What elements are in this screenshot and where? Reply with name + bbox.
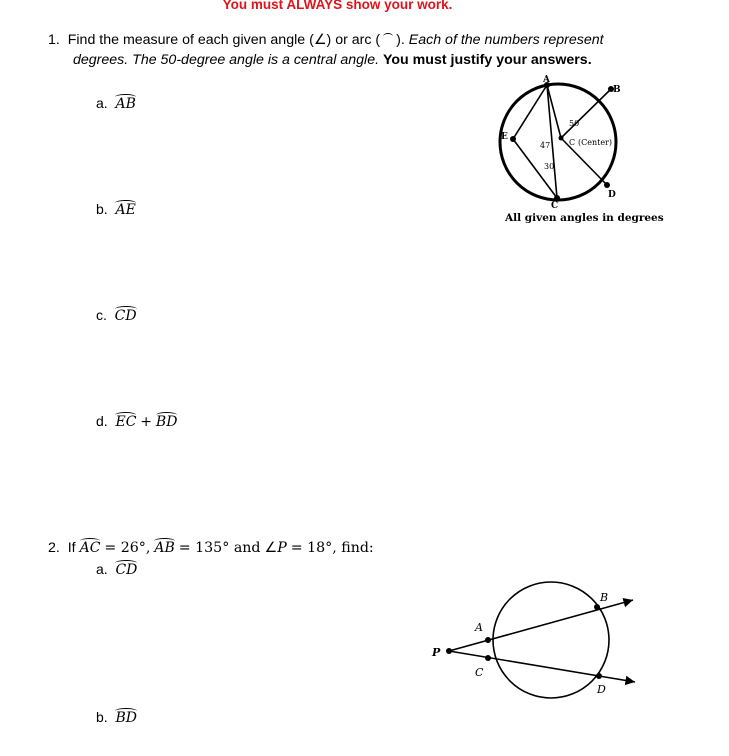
question-1-line2-bold: You must justify your answers. bbox=[382, 52, 592, 68]
question-2-number: 2. bbox=[48, 540, 60, 556]
center-point bbox=[559, 136, 564, 141]
question-1-line-2 bbox=[73, 50, 592, 70]
equation-2: = 135° and bbox=[178, 540, 261, 556]
part-label: a. bbox=[96, 95, 108, 111]
label-c: C bbox=[475, 666, 484, 679]
circle-figure-2 bbox=[425, 570, 650, 710]
question-1-number: 1. bbox=[48, 32, 60, 48]
question-1-text-c: ). bbox=[396, 32, 405, 48]
q1-part-b bbox=[96, 201, 136, 217]
point-a bbox=[485, 637, 491, 643]
plus-operator: + bbox=[140, 414, 153, 430]
arc-name: CD bbox=[115, 562, 138, 578]
q1-part-a bbox=[96, 95, 136, 111]
question-1-text-b: ) or arc ( bbox=[326, 32, 381, 48]
part-label: d. bbox=[96, 413, 108, 429]
label-a: A bbox=[543, 75, 550, 85]
angle-symbol: ∠ bbox=[264, 540, 278, 556]
point-c bbox=[485, 655, 491, 661]
part-label: a. bbox=[96, 561, 108, 577]
part-label: b. bbox=[96, 201, 108, 217]
label-c: C bbox=[551, 201, 559, 211]
question-1-line2-italic: degrees. The 50-degree angle is a central angle. bbox=[73, 52, 380, 68]
q1-part-c bbox=[96, 307, 137, 323]
work-banner: You must ALWAYS show your work. bbox=[222, 0, 453, 12]
point-d bbox=[596, 673, 602, 679]
angle-value-50: 50 bbox=[569, 119, 580, 128]
center-label: C bbox=[569, 138, 576, 147]
q2-part-a bbox=[96, 561, 137, 577]
arc-name: EC bbox=[115, 414, 137, 430]
question-2-line bbox=[48, 538, 374, 558]
angle-symbol: ∠ bbox=[313, 32, 327, 48]
question-1-italic: Each of the numbers represent bbox=[408, 32, 604, 48]
q1-part-d bbox=[96, 413, 177, 430]
arc-name: BD bbox=[115, 710, 137, 726]
point-p bbox=[446, 648, 452, 654]
angle-var: P bbox=[277, 540, 287, 556]
point-b bbox=[594, 604, 600, 610]
label-a: A bbox=[475, 621, 483, 634]
label-p: P bbox=[432, 646, 441, 659]
radius-center-b bbox=[561, 89, 611, 138]
equation-3: = 18°, find: bbox=[290, 540, 374, 556]
arc-name: CD bbox=[114, 308, 137, 324]
arc-name: AB bbox=[154, 540, 175, 556]
label-b: B bbox=[613, 85, 621, 95]
angle-value-47: 47 bbox=[540, 141, 551, 150]
label-d: D bbox=[608, 190, 616, 200]
arc-name: AC bbox=[79, 540, 101, 556]
question-1-text-a: Find the measure of each given angle ( bbox=[67, 32, 314, 48]
question-2-if: If bbox=[67, 540, 76, 556]
point-d bbox=[604, 182, 610, 188]
arc-name: AB bbox=[115, 96, 136, 112]
q2-part-b bbox=[96, 709, 137, 725]
label-e: E bbox=[501, 132, 508, 142]
point-e bbox=[510, 136, 516, 142]
circle-figure-1 bbox=[495, 72, 665, 232]
figure-caption: All given angles in degrees bbox=[505, 212, 664, 224]
part-label: b. bbox=[96, 709, 108, 725]
label-b: B bbox=[600, 591, 609, 604]
center-note: (Center) bbox=[578, 138, 613, 147]
equation-1: = 26°, bbox=[104, 540, 151, 556]
question-1-line-1 bbox=[48, 30, 604, 50]
arc-symbol bbox=[383, 33, 393, 40]
label-d: D bbox=[597, 683, 606, 696]
arc-name: AE bbox=[115, 202, 136, 218]
part-label: c. bbox=[96, 307, 107, 323]
chord-a-e bbox=[513, 85, 547, 139]
angle-value-30: 30 bbox=[544, 162, 555, 171]
arc-name: BD bbox=[155, 414, 178, 430]
circle-outline bbox=[493, 582, 609, 698]
